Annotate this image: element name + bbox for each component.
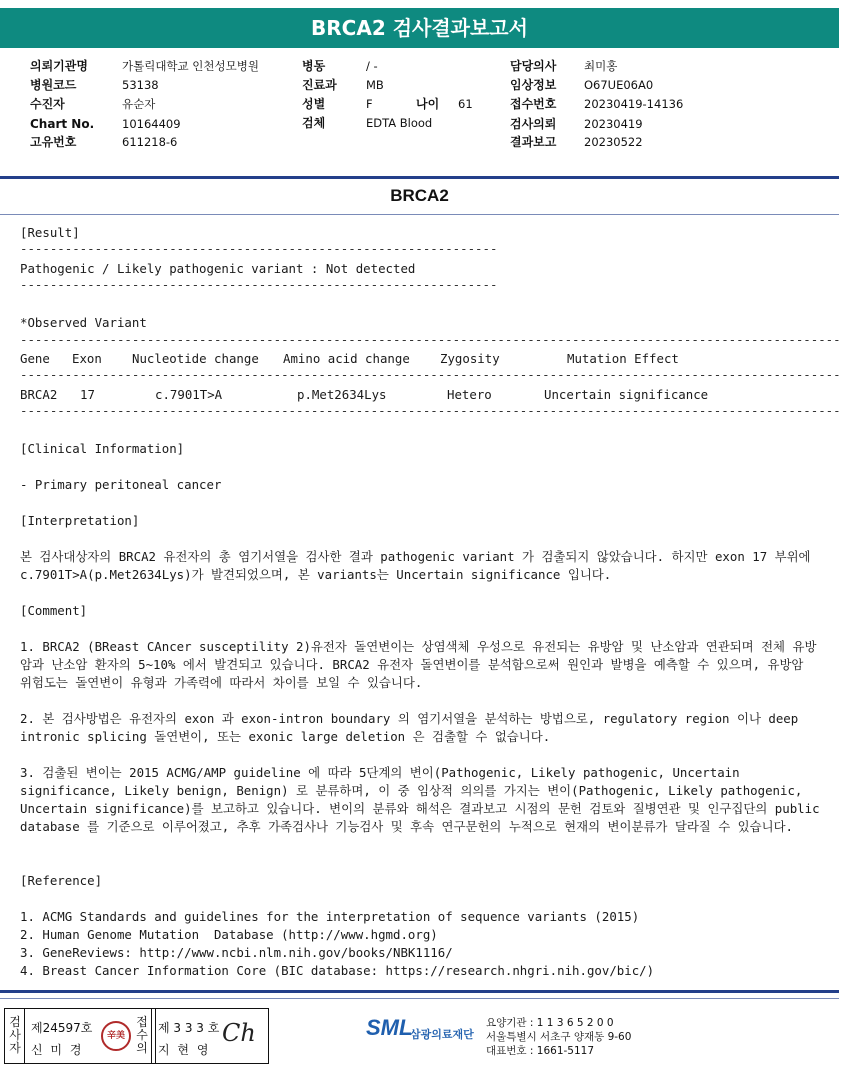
unique-no-label: 고유번호 [30,135,77,149]
column-header: Exon [72,351,102,366]
clinical-heading: [Clinical Information] [20,441,185,456]
section-divider [0,214,839,215]
result-summary: Pathogenic / Likely pathogenic variant : Not detected [20,261,416,276]
request-date-label: 검사의뢰 [510,117,557,131]
institution-value: 가톨릭대학교 인천성모병원 [122,59,259,73]
column-header: Amino acid change [283,351,410,366]
age-value: 61 [458,97,473,111]
column-header: Gene [20,351,50,366]
dash-rule: ---------------------------------------------------------------- [20,277,498,292]
ward-value: / - [366,59,378,73]
examiner-license: 제24597호 [31,1021,93,1035]
reviewer-signature: Ch [222,1019,256,1047]
recipient-value: 유순자 [122,97,156,111]
chart-no-label: Chart No. [30,117,95,131]
column-header: Nucleotide change [132,351,259,366]
receipt-no-label: 접수번호 [510,97,557,111]
comment-item: 3. 검출된 변이는 2015 ACMG/AMP guideline 에 따라 5단계의 변이(Pathogenic, Likely pathogenic, Uncertain significance, Likely benign, Benign) 로 분류하며, 이 중 임상적 의의를 가지는 변이(Pathogenic, Likely pathogenic, Uncertain significance)를 보고하고 있습니다. 변이의 분류와 해석은 결과보고 시점의 문헌 검토와 질병연관 및 인구집단의 public database 를 기준으로 이루어졌고, 추후 가족검사나 기능검사 및 후속 연구문헌의 누적으로 현재의 변이분류가 달라질 수 있습니다. [20,765,820,834]
comment-heading: [Comment] [20,603,88,618]
org-name: 삼광의료재단 [410,1028,474,1041]
report-date-label: 결과보고 [510,135,557,149]
examiner-label: 검사자 [9,1015,21,1055]
dash-rule: -------------------------------------------------------------------------------------------------------------- [20,367,841,382]
reviewer-box [132,1008,269,1064]
interpretation-text: 본 검사대상자의 BRCA2 유전자의 총 염기서열을 검사한 결과 pathogenic variant 가 검출되지 않았습니다. 하지만 exon 17 부위에 c.7901T>A(p.Met2634Lys)가 발견되었으며, 본 variants는 Uncertain significance 입니다. [20,549,811,582]
report-date-value: 20230522 [584,135,643,149]
table-cell: c.7901T>A [155,387,223,402]
institution-label: 의뢰기관명 [30,59,88,73]
sex-label: 성별 [302,97,326,111]
doctor-value: 최미홍 [584,59,618,73]
reviewer-license: 제 3 3 3 호 [158,1021,220,1035]
ward-label: 병동 [302,59,326,73]
column-header: Mutation Effect [567,351,679,366]
request-date-value: 20230419 [584,117,643,131]
receipt-no-value: 20230419-14136 [584,97,684,111]
examiner-seal: 辛美 [101,1021,131,1051]
hospital-code-label: 병원코드 [30,78,77,92]
header-divider [0,176,839,179]
age-label: 나이 [416,97,440,111]
reviewer-name: 지 현 영 [158,1043,211,1057]
table-cell: p.Met2634Lys [297,387,387,402]
reference-heading: [Reference] [20,873,103,888]
sex-value: F [366,97,373,111]
report-title: BRCA2 검사결과보고서 [0,8,839,48]
reference-item: 4. Breast Cancer Information Core (BIC database: https://research.nhgri.nih.gov/bic/) [20,963,655,978]
org-address-block [486,1016,631,1058]
phone: 대표번호 : 1661-5117 [486,1045,595,1057]
dash-rule: -------------------------------------------------------------------------------------------------------------- [20,403,841,418]
table-cell: 17 [80,387,95,402]
result-heading: [Result] [20,225,80,240]
section-title: BRCA2 [390,186,449,205]
table-cell: Hetero [447,387,492,402]
footer [0,992,839,1073]
recipient-label: 수진자 [30,97,65,111]
department-label: 진료과 [302,78,337,92]
care-institution: 요양기관 : 1 1 3 6 5 2 0 0 [486,1017,614,1029]
clinical-info-value: O67UE06A0 [584,78,654,92]
comment-item: 1. BRCA2 (BReast CAncer susceptility 2)유전자 돌연변이는 상염색체 우성으로 유전되는 유방암 및 난소암과 연관되며 전체 유방암과 난소암 환자의 5~10% 에서 발견되고 있습니다. BRCA2 유전자 돌연변이를 분석함으로써 원인과 발병을 예측할 수 있으며, 유방암 위험도는 돌연변이 유형과 가족력에 따라서 차이를 보일 수 있습니다. [20,639,817,690]
dash-rule: ---------------------------------------------------------------- [20,241,498,256]
specimen-label: 검체 [302,116,326,130]
examiner-name: 신 미 경 [31,1043,84,1057]
unique-no-value: 611218-6 [122,135,178,149]
reviewer-label: 접수의 [136,1015,148,1055]
table-cell: Uncertain significance [544,387,709,402]
department-value: MB [366,78,384,92]
variant-heading: *Observed Variant [20,315,147,330]
logo-mark: SML [366,1015,413,1040]
specimen-value: EDTA Blood [366,116,433,130]
clinical-info-label: 임상정보 [510,78,557,92]
comment-item: 2. 본 검사방법은 유전자의 exon 과 exon-intron boundary 의 염기서열을 분석하는 방법으로, regulatory region 이나 deep intronic splicing 돌연변이, 또는 exonic large deletion 은 검출할 수 없습니다. [20,711,799,744]
reference-item: 2. Human Genome Mutation Database (http://www.hgmd.org) [20,927,438,942]
hospital-code-value: 53138 [122,78,159,92]
doctor-label: 담당의사 [510,59,557,73]
dash-rule: -------------------------------------------------------------------------------------------------------------- [20,332,841,347]
interpretation-heading: [Interpretation] [20,513,140,528]
chart-no-value: 10164409 [122,117,181,131]
column-header: Zygosity [440,351,500,366]
table-cell: BRCA2 [20,387,58,402]
address: 서울특별시 서초구 양재동 9-60 [486,1031,632,1043]
reference-item: 3. GeneReviews: http://www.ncbi.nlm.nih.gov/books/NBK1116/ [20,945,453,960]
patient-info [0,52,839,164]
clinical-text: - Primary peritoneal cancer [20,477,222,492]
reference-item: 1. ACMG Standards and guidelines for the interpretation of sequence variants (2015) [20,909,640,924]
